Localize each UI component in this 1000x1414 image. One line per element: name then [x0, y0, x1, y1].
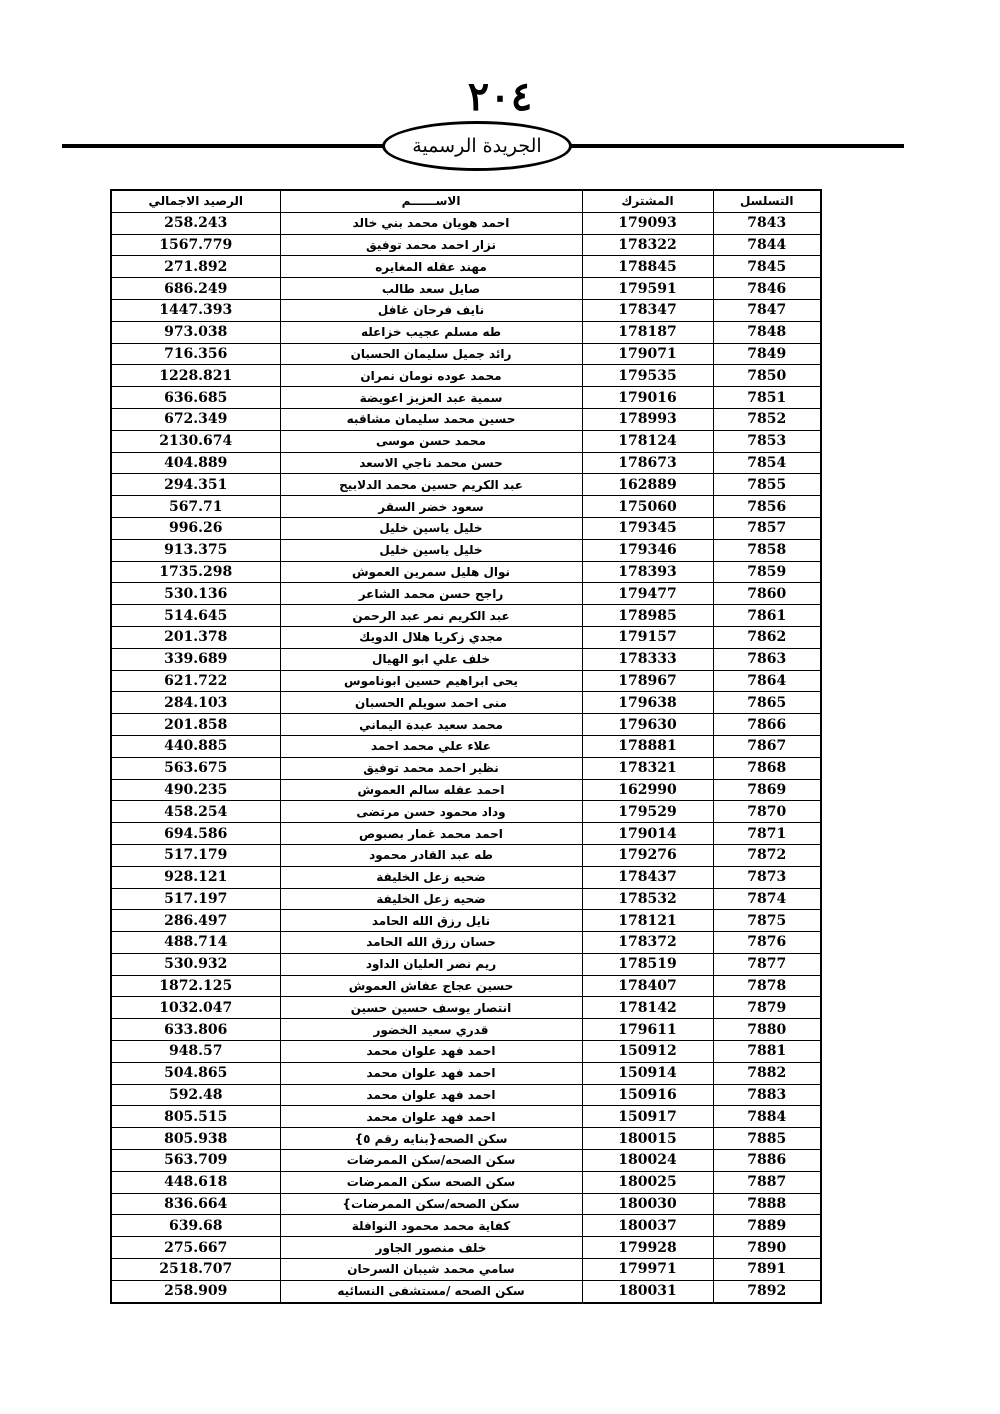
cell-balance: 514.645 — [111, 605, 280, 627]
cell-subscriber: 179346 — [582, 539, 713, 561]
cell-serial: 7874 — [713, 888, 821, 910]
cell-balance: 836.664 — [111, 1193, 280, 1215]
cell-name: سكن الصحه /مستشفى النسائيه — [280, 1280, 582, 1302]
cell-name: نايف فرحان غافل — [280, 299, 582, 321]
cell-balance: 201.858 — [111, 714, 280, 736]
cell-balance: 686.249 — [111, 278, 280, 300]
cell-subscriber: 179529 — [582, 801, 713, 823]
cell-subscriber: 179014 — [582, 823, 713, 845]
cell-serial: 7885 — [713, 1128, 821, 1150]
cell-name: مهند عقله المغايره — [280, 256, 582, 278]
cell-balance: 286.497 — [111, 910, 280, 932]
cell-name: محمد عوده نومان نمران — [280, 365, 582, 387]
column-header-name: الاســــــم — [280, 190, 582, 212]
cell-balance: 672.349 — [111, 408, 280, 430]
cell-balance: 448.618 — [111, 1171, 280, 1193]
table-row — [111, 1084, 821, 1106]
table-row — [111, 888, 821, 910]
table-row — [111, 1237, 821, 1259]
cell-serial: 7890 — [713, 1237, 821, 1259]
table-row — [111, 953, 821, 975]
table-row — [111, 234, 821, 256]
table-row — [111, 757, 821, 779]
cell-subscriber: 180030 — [582, 1193, 713, 1215]
table-row — [111, 605, 821, 627]
cell-subscriber: 180025 — [582, 1171, 713, 1193]
cell-balance: 201.378 — [111, 626, 280, 648]
cell-subscriber: 179928 — [582, 1237, 713, 1259]
cell-serial: 7860 — [713, 583, 821, 605]
cell-subscriber: 178519 — [582, 953, 713, 975]
cell-subscriber: 150914 — [582, 1062, 713, 1084]
cell-serial: 7843 — [713, 212, 821, 234]
cell-subscriber: 179630 — [582, 714, 713, 736]
cell-balance: 694.586 — [111, 823, 280, 845]
table-row — [111, 299, 821, 321]
table-row — [111, 496, 821, 518]
cell-serial: 7875 — [713, 910, 821, 932]
cell-serial: 7886 — [713, 1150, 821, 1172]
table-header-row — [111, 190, 821, 212]
cell-serial: 7879 — [713, 997, 821, 1019]
cell-balance: 530.136 — [111, 583, 280, 605]
cell-subscriber: 178437 — [582, 866, 713, 888]
cell-serial: 7855 — [713, 474, 821, 496]
cell-name: محمد حسن موسى — [280, 430, 582, 452]
table-row — [111, 692, 821, 714]
page-number: ٢٠٤ — [467, 73, 533, 120]
cell-balance: 517.197 — [111, 888, 280, 910]
cell-balance: 805.938 — [111, 1128, 280, 1150]
cell-balance: 639.68 — [111, 1215, 280, 1237]
cell-name: خليل ياسين خليل — [280, 539, 582, 561]
cell-name: وداد محمود حسن مرتضى — [280, 801, 582, 823]
cell-balance: 805.515 — [111, 1106, 280, 1128]
cell-subscriber: 179477 — [582, 583, 713, 605]
cell-serial: 7889 — [713, 1215, 821, 1237]
cell-name: خلف علي ابو الهيال — [280, 648, 582, 670]
cell-name: رائد جميل سليمان الحسبان — [280, 343, 582, 365]
cell-name: نوال هليل سمرين العموش — [280, 561, 582, 583]
gazette-title-oval — [382, 121, 572, 171]
cell-serial: 7876 — [713, 932, 821, 954]
table-row — [111, 452, 821, 474]
cell-serial: 7846 — [713, 278, 821, 300]
cell-name: سمية عبد العزيز اعويضة — [280, 387, 582, 409]
cell-name: راجح حسن محمد الشاعر — [280, 583, 582, 605]
table-row — [111, 932, 821, 954]
cell-balance: 339.689 — [111, 648, 280, 670]
cell-balance: 1735.298 — [111, 561, 280, 583]
table-row — [111, 823, 821, 845]
cell-name: عبد الكريم نمر عبد الرحمن — [280, 605, 582, 627]
cell-subscriber: 179591 — [582, 278, 713, 300]
cell-serial: 7883 — [713, 1084, 821, 1106]
cell-serial: 7861 — [713, 605, 821, 627]
cell-balance: 633.806 — [111, 1019, 280, 1041]
cell-name: صايل سعد طالب — [280, 278, 582, 300]
cell-subscriber: 178372 — [582, 932, 713, 954]
cell-name: احمد فهد علوان محمد — [280, 1041, 582, 1063]
cell-serial: 7851 — [713, 387, 821, 409]
cell-serial: 7864 — [713, 670, 821, 692]
gazette-title: الجريدة الرسمية — [412, 135, 542, 157]
cell-serial: 7863 — [713, 648, 821, 670]
table-row — [111, 844, 821, 866]
cell-name: احمد فهد علوان محمد — [280, 1106, 582, 1128]
cell-name: انتصار يوسف حسين حسين — [280, 997, 582, 1019]
cell-subscriber: 180024 — [582, 1150, 713, 1172]
cell-name: نايل رزق الله الحامد — [280, 910, 582, 932]
cell-subscriber: 178121 — [582, 910, 713, 932]
cell-balance: 563.675 — [111, 757, 280, 779]
cell-serial: 7870 — [713, 801, 821, 823]
cell-subscriber: 162990 — [582, 779, 713, 801]
cell-name: عبد الكريم حسين محمد الدلابيح — [280, 474, 582, 496]
cell-name: احمد فهد علوان محمد — [280, 1084, 582, 1106]
cell-serial: 7871 — [713, 823, 821, 845]
table-row — [111, 212, 821, 234]
cell-name: كفاية محمد محمود النوافلة — [280, 1215, 582, 1237]
cell-name: محمد سعيد عبدة اليماني — [280, 714, 582, 736]
cell-subscriber: 178347 — [582, 299, 713, 321]
cell-serial: 7880 — [713, 1019, 821, 1041]
cell-balance: 973.038 — [111, 321, 280, 343]
cell-subscriber: 178393 — [582, 561, 713, 583]
cell-subscriber: 178407 — [582, 975, 713, 997]
cell-name: سكن الصحه/سكن الممرضات — [280, 1150, 582, 1172]
cell-name: حسين عجاج عفاش العموش — [280, 975, 582, 997]
table-row — [111, 430, 821, 452]
cell-subscriber: 180015 — [582, 1128, 713, 1150]
cell-balance: 284.103 — [111, 692, 280, 714]
table-row — [111, 256, 821, 278]
cell-subscriber: 178993 — [582, 408, 713, 430]
table-row — [111, 517, 821, 539]
cell-serial: 7854 — [713, 452, 821, 474]
cell-name: احمد محمد غمار بصبوص — [280, 823, 582, 845]
table-row — [111, 387, 821, 409]
cell-name: نزار احمد محمد توفيق — [280, 234, 582, 256]
cell-subscriber: 178881 — [582, 735, 713, 757]
cell-name: سكن الصحه{بنايه رقم ٥} — [280, 1128, 582, 1150]
cell-name: ضحيه زعل الخليفة — [280, 866, 582, 888]
table-row — [111, 714, 821, 736]
cell-name: حسن محمد ناجي الاسعد — [280, 452, 582, 474]
cell-balance: 716.356 — [111, 343, 280, 365]
cell-serial: 7858 — [713, 539, 821, 561]
cell-serial: 7872 — [713, 844, 821, 866]
cell-balance: 517.179 — [111, 844, 280, 866]
cell-subscriber: 150916 — [582, 1084, 713, 1106]
cell-balance: 530.932 — [111, 953, 280, 975]
cell-subscriber: 175060 — [582, 496, 713, 518]
cell-serial: 7869 — [713, 779, 821, 801]
cell-name: نظير احمد محمد توفيق — [280, 757, 582, 779]
cell-balance: 636.685 — [111, 387, 280, 409]
cell-subscriber: 179276 — [582, 844, 713, 866]
cell-subscriber: 178532 — [582, 888, 713, 910]
cell-name: احمد فهد علوان محمد — [280, 1062, 582, 1084]
cell-serial: 7852 — [713, 408, 821, 430]
cell-balance: 258.909 — [111, 1280, 280, 1302]
cell-balance: 404.889 — [111, 452, 280, 474]
table-row — [111, 474, 821, 496]
cell-serial: 7845 — [713, 256, 821, 278]
cell-name: خلف منصور الجاور — [280, 1237, 582, 1259]
table-row — [111, 1106, 821, 1128]
cell-balance: 913.375 — [111, 539, 280, 561]
cell-serial: 7856 — [713, 496, 821, 518]
cell-balance: 1032.047 — [111, 997, 280, 1019]
cell-subscriber: 178967 — [582, 670, 713, 692]
cell-balance: 504.865 — [111, 1062, 280, 1084]
cell-serial: 7892 — [713, 1280, 821, 1302]
cell-serial: 7857 — [713, 517, 821, 539]
cell-serial: 7884 — [713, 1106, 821, 1128]
table-row — [111, 278, 821, 300]
cell-name: علاء علي محمد احمد — [280, 735, 582, 757]
cell-subscriber: 180037 — [582, 1215, 713, 1237]
cell-balance: 996.26 — [111, 517, 280, 539]
cell-subscriber: 178985 — [582, 605, 713, 627]
cell-name: سامي محمد شيبان السرحان — [280, 1259, 582, 1281]
table-row — [111, 997, 821, 1019]
cell-subscriber: 179638 — [582, 692, 713, 714]
cell-subscriber: 180031 — [582, 1280, 713, 1302]
cell-serial: 7849 — [713, 343, 821, 365]
table-row — [111, 1062, 821, 1084]
column-header-serial: التسلسل — [713, 190, 821, 212]
table-row — [111, 583, 821, 605]
cell-subscriber: 150912 — [582, 1041, 713, 1063]
cell-subscriber: 178845 — [582, 256, 713, 278]
cell-subscriber: 178187 — [582, 321, 713, 343]
cell-subscriber: 162889 — [582, 474, 713, 496]
cell-serial: 7850 — [713, 365, 821, 387]
table-row — [111, 1171, 821, 1193]
cell-balance: 490.235 — [111, 779, 280, 801]
cell-balance: 2518.707 — [111, 1259, 280, 1281]
cell-serial: 7873 — [713, 866, 821, 888]
cell-serial: 7888 — [713, 1193, 821, 1215]
cell-balance: 1872.125 — [111, 975, 280, 997]
cell-name: طه مسلم عجيب خزاعله — [280, 321, 582, 343]
cell-balance: 1567.779 — [111, 234, 280, 256]
table-row — [111, 626, 821, 648]
table-body — [111, 212, 821, 1302]
cell-serial: 7844 — [713, 234, 821, 256]
cell-serial: 7847 — [713, 299, 821, 321]
cell-subscriber: 178321 — [582, 757, 713, 779]
cell-serial: 7882 — [713, 1062, 821, 1084]
column-header-balance: الرصيد الاجمالي — [111, 190, 280, 212]
table-row — [111, 779, 821, 801]
cell-balance: 563.709 — [111, 1150, 280, 1172]
cell-name: ضحيه زعل الخليفة — [280, 888, 582, 910]
cell-balance: 1447.393 — [111, 299, 280, 321]
cell-subscriber: 179071 — [582, 343, 713, 365]
cell-subscriber: 178333 — [582, 648, 713, 670]
cell-name: احمد عقله سالم العموش — [280, 779, 582, 801]
table-row — [111, 910, 821, 932]
cell-name: سعود خضر السقر — [280, 496, 582, 518]
cell-subscriber: 179157 — [582, 626, 713, 648]
cell-serial: 7853 — [713, 430, 821, 452]
cell-name: منى احمد سويلم الحسبان — [280, 692, 582, 714]
cell-name: احمد هويان محمد بني خالد — [280, 212, 582, 234]
table-row — [111, 648, 821, 670]
cell-balance: 440.885 — [111, 735, 280, 757]
cell-balance: 621.722 — [111, 670, 280, 692]
cell-balance: 271.892 — [111, 256, 280, 278]
cell-name: حسين محمد سليمان مشاقبه — [280, 408, 582, 430]
cell-balance: 258.243 — [111, 212, 280, 234]
cell-balance: 592.48 — [111, 1084, 280, 1106]
cell-name: ريم نصر العليان الداود — [280, 953, 582, 975]
cell-serial: 7867 — [713, 735, 821, 757]
cell-serial: 7868 — [713, 757, 821, 779]
cell-subscriber: 150917 — [582, 1106, 713, 1128]
cell-subscriber: 178142 — [582, 997, 713, 1019]
cell-balance: 2130.674 — [111, 430, 280, 452]
cell-balance: 488.714 — [111, 932, 280, 954]
cell-subscriber: 179093 — [582, 212, 713, 234]
cell-serial: 7891 — [713, 1259, 821, 1281]
cell-subscriber: 179971 — [582, 1259, 713, 1281]
cell-name: سكن الصحه سكن الممرضات — [280, 1171, 582, 1193]
cell-name: سكن الصحه/سكن الممرضات} — [280, 1193, 582, 1215]
cell-serial: 7881 — [713, 1041, 821, 1063]
cell-subscriber: 178124 — [582, 430, 713, 452]
cell-serial: 7848 — [713, 321, 821, 343]
cell-name: خليل ياسين خليل — [280, 517, 582, 539]
table-row — [111, 1128, 821, 1150]
cell-name: حسان رزق الله الحامد — [280, 932, 582, 954]
cell-balance: 928.121 — [111, 866, 280, 888]
cell-balance: 948.57 — [111, 1041, 280, 1063]
cell-subscriber: 178673 — [582, 452, 713, 474]
table-row — [111, 1041, 821, 1063]
table-row — [111, 670, 821, 692]
table-row — [111, 343, 821, 365]
cell-balance: 1228.821 — [111, 365, 280, 387]
table-row — [111, 539, 821, 561]
table-row — [111, 735, 821, 757]
subscriber-balance-table — [110, 189, 822, 1304]
cell-name: قدري سعيد الخضور — [280, 1019, 582, 1041]
table-row — [111, 1019, 821, 1041]
cell-name: طه عبد القادر محمود — [280, 844, 582, 866]
table-row — [111, 561, 821, 583]
table-row — [111, 321, 821, 343]
cell-name: مجدي زكريا هلال الدويك — [280, 626, 582, 648]
cell-serial: 7865 — [713, 692, 821, 714]
table-row — [111, 1280, 821, 1302]
cell-serial: 7862 — [713, 626, 821, 648]
cell-serial: 7866 — [713, 714, 821, 736]
table-row — [111, 975, 821, 997]
table-row — [111, 866, 821, 888]
cell-serial: 7887 — [713, 1171, 821, 1193]
cell-serial: 7859 — [713, 561, 821, 583]
table-row — [111, 1193, 821, 1215]
cell-serial: 7878 — [713, 975, 821, 997]
cell-subscriber: 179345 — [582, 517, 713, 539]
cell-balance: 458.254 — [111, 801, 280, 823]
cell-subscriber: 178322 — [582, 234, 713, 256]
table-row — [111, 408, 821, 430]
table-row — [111, 1259, 821, 1281]
cell-subscriber: 179535 — [582, 365, 713, 387]
cell-subscriber: 179611 — [582, 1019, 713, 1041]
table-row — [111, 365, 821, 387]
cell-balance: 567.71 — [111, 496, 280, 518]
cell-balance: 294.351 — [111, 474, 280, 496]
cell-balance: 275.667 — [111, 1237, 280, 1259]
cell-serial: 7877 — [713, 953, 821, 975]
column-header-subscriber: المشترك — [582, 190, 713, 212]
table-row — [111, 1150, 821, 1172]
table-row — [111, 1215, 821, 1237]
cell-name: يحى ابراهيم حسين ابوناموس — [280, 670, 582, 692]
cell-subscriber: 179016 — [582, 387, 713, 409]
table-row — [111, 801, 821, 823]
